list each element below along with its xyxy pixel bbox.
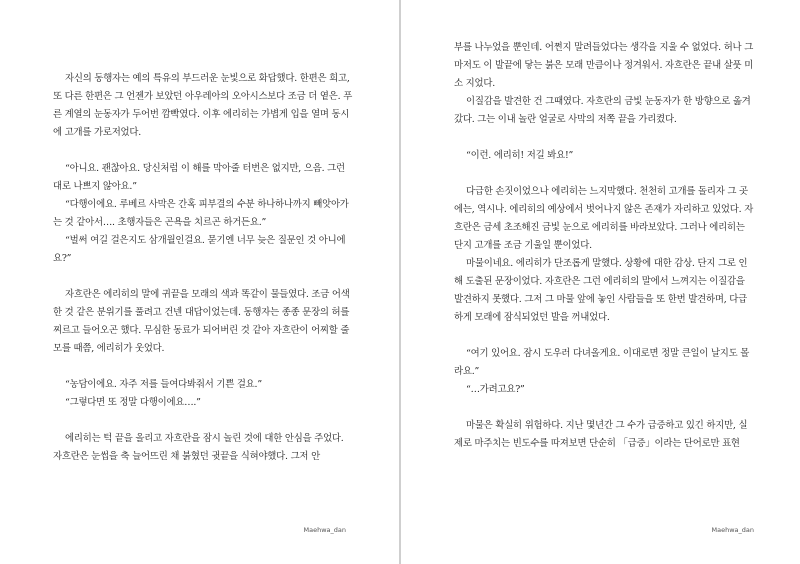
dialogue-line: “벌써 여길 걸은지도 삼개월인걸요. 묻기엔 너무 늦은 질문인 것 아니에요?” — [53, 235, 346, 264]
page-footer: Maehwa_dan — [711, 526, 754, 534]
paragraph: 마물은 확실히 위험하다. 지난 몇년간 그 수가 급증하고 있긴 하지만, 실제로 마주치는 빈도수를 따져보면 단순히 「급증」이라는 단어로만 표현 — [454, 420, 748, 449]
right-page-text — [454, 39, 754, 453]
dialogue-line: “이런. 에리히! 저길 봐요!” — [466, 150, 574, 161]
page-footer: Maehwa_dan — [303, 526, 346, 534]
left-page-text — [53, 70, 353, 466]
dialogue-line: “농담이에요. 자주 저를 들여다봐줘서 기쁜 걸요.” — [65, 379, 262, 390]
dialogue-line: “그렇다면 또 정말 다행이에요….” — [65, 397, 201, 408]
right-page — [401, 0, 800, 564]
paragraph: 자신의 동행자는 예의 특유의 부드러운 눈빛으로 화답했다. 한편은 희고, 또 다른 한편은 그 언젠가 보았던 아우레아의 오아시스보다 조금 더 옅은. 푸른 계열의 눈동자가 두어번 깜빡였다. 이후 에리히는 가볍게 입을 열며 동시에 고개를 가로저었다. — [53, 73, 353, 138]
dialogue-line: “여기 있어요. 잠시 도우러 다녀올게요. 이대로면 정말 큰일이 날지도 몰라요.” — [454, 348, 750, 377]
paragraph: 마물이네요. 에리히가 단조롭게 말했다. 상황에 대한 감상. 단지 그로 인해 도출된 문장이었다. 자흐란은 그런 에리히의 말에서 느껴지는 이질감을 발견하지 못했다. 그저 그 마물 앞에 놓인 사람들을 또 한번 발견하며, 다급하게 모래에 잠식되었던 발을 꺼내었다. — [454, 258, 748, 323]
dialogue-line: “아니요. 괜찮아요. 당신처럼 이 해를 막아줄 터번은 없지만, 으음. 그런대로 나쁘지 않아요.” — [53, 163, 345, 192]
left-page — [0, 0, 399, 564]
paragraph: 부를 나누었을 뿐인데. 어쩐지 말려들었다는 생각을 지울 수 없었다. 허나 그마저도 이 발끝에 닿는 붉은 모래 만큼이나 정겨워서. 자흐란은 끝내 살풋 미소 지었다. — [454, 42, 754, 89]
paragraph: 다급한 손짓이었으나 에리히는 느지막했다. 천천히 고개를 돌리자 그 곳에는, 역시나. 에리히의 예상에서 벗어나지 않은 존재가 자리하고 있었다. 자흐란은 금세 초조해진 금빛 눈으로 에리히를 바라보았다. 그러나 에리히는 단지 고개를 조금 기울일 뿐이었다. — [454, 186, 754, 251]
dialogue-line: “다행이에요. 루베르 사막은 간혹 피부결의 수분 하나하나까지 빼앗아가는 것 같아서…. 초행자들은 곤욕을 치르곤 하거든요.” — [53, 199, 349, 228]
paragraph: 이질감을 발견한 건 그때였다. 자흐란의 금빛 눈동자가 한 방향으로 옮겨갔다. 그는 이내 놀란 얼굴로 사막의 저쪽 끝을 가리켰다. — [454, 96, 751, 125]
paragraph: 자흐란은 에리히의 말에 귀끝을 모래의 색과 똑같이 물들였다. 조금 어색한 것 같은 분위기를 풀려고 건넨 대답이었는데. 동행자는 종종 문장의 허를 찌르고 들어오곤 했다. 무심한 동료가 되어버린 것 같아 자흐란이 어찌할 줄 모를 때쯤, 에리히가 웃었다. — [53, 289, 350, 354]
paragraph: 에리히는 턱 끝을 올리고 자흐란을 잠시 놀린 것에 대한 안심을 주었다. 자흐란은 눈썹을 축 늘어뜨린 채 붉혔던 귓끝을 식혀야했다. 그저 안 — [53, 433, 344, 462]
dialogue-line: “…가려고요?” — [466, 384, 525, 395]
